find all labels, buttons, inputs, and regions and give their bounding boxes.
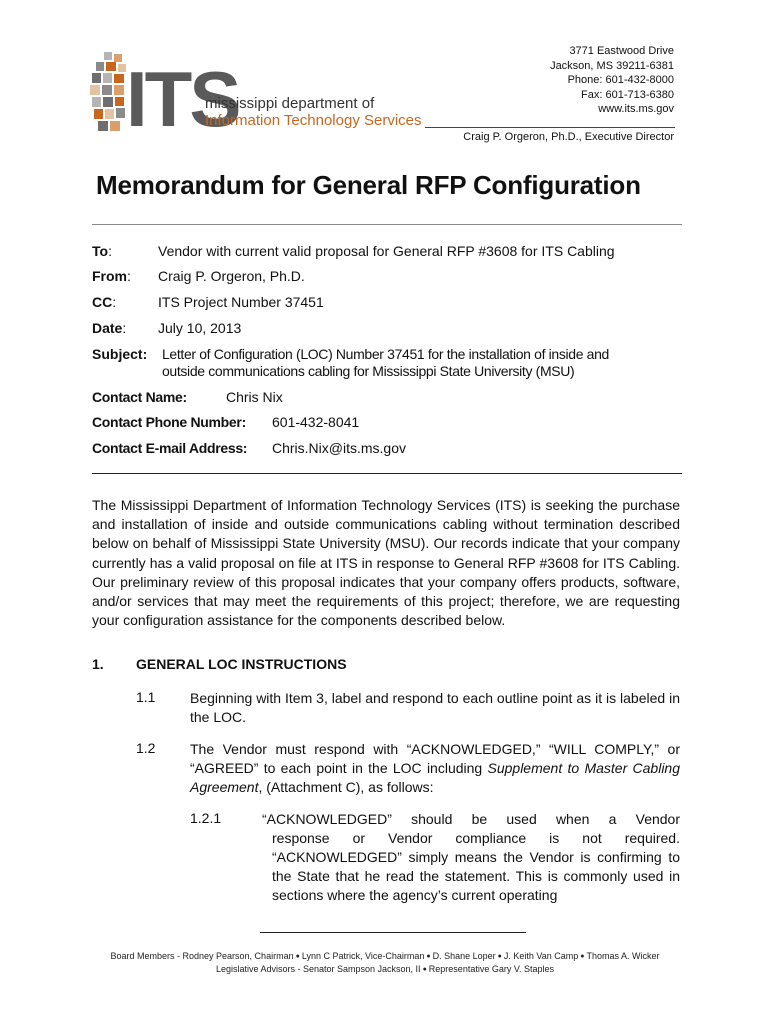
contact-phone-label: Contact Phone Number: [92, 414, 246, 430]
date-value: July 10, 2013 [158, 320, 242, 336]
memo-title: Memorandum for General RFP Configuration [96, 170, 641, 200]
footer-divider [260, 932, 526, 933]
address-block [550, 44, 674, 117]
logo-department-text: mississippi department of [205, 95, 375, 112]
item-1-2-1-first-line: “ACKNOWLEDGED” should be used when a Vendor [262, 811, 680, 827]
item-1-1-text: Beginning with Item 3, label and respond to each outline point as it is labeled in the LOC. [190, 690, 680, 725]
item-1-2-1-number: 1.2.1 [190, 810, 222, 826]
date-label: Date: [92, 320, 127, 336]
contact-email-value: Chris.Nix@its.ms.gov [272, 440, 407, 456]
address-website: www.its.ms.gov [598, 103, 674, 115]
section-1-number: 1. [92, 656, 104, 672]
item-1-2-number: 1.2 [136, 740, 156, 756]
contact-phone-value: 601-432-8041 [272, 414, 360, 430]
item-1-2-1-text: response or Vendor compliance is not required. “ACKNOWLEDGED” simply means the Vendor is confirming to the State that he read the statement. This is commonly used in sections where the agency’s current operating [272, 830, 680, 903]
subject-line-1: Letter of Configuration (LOC) Number 37451 for the installation of inside and [162, 346, 609, 362]
bullet-icon: ● [422, 966, 427, 973]
board-members-line: Board Members - Rodney Pearson, Chairman ● Lynn C Patrick, Vice-Chairman ● D. Shane Loper ● J. Keith Van Camp ● Thomas A. Wicker [110, 951, 660, 961]
cc-value: ITS Project Number 37451 [158, 294, 324, 310]
to-value: Vendor with current valid proposal for General RFP #3608 for ITS Cabling [158, 243, 615, 259]
its-logo-mosaic [90, 52, 130, 136]
bullet-icon: ● [295, 953, 300, 960]
section-1-title: GENERAL LOC INSTRUCTIONS [136, 656, 347, 672]
executive-director: Craig P. Orgeron, Ph.D., Executive Director [463, 131, 674, 143]
intro-paragraph: The Mississippi Department of Information Technology Services (ITS) is seeking the purchase and installation of inside and outside communications cabling without termination described below on behalf of Mississippi State University (MSU). Our records indicate that your company currently has a valid proposal on file at ITS in response to General RFP #3608 for ITS Cabling. Our preliminary review of this proposal indicates that your company offers products, software, and/or services that may meet the requirements of this project; therefore, we are requesting your configuration assistance for the components described below. [92, 497, 680, 629]
contact-name-label: Contact Name: [92, 389, 187, 405]
from-value: Craig P. Orgeron, Ph.D. [158, 268, 305, 284]
master-cabling-agreement-ref: Supplement to Master Cabling Agreement [190, 760, 680, 795]
to-label: To: [92, 243, 112, 259]
title-divider [92, 224, 682, 225]
item-1-2-text: The Vendor must respond with “ACKNOWLEDGED,” “WILL COMPLY,” or “AGREED” to each point in the LOC including Supplement to Master Cabling Agreement, (Attachment C), as follows: [190, 741, 680, 795]
header-divider [425, 127, 675, 128]
address-street: 3771 Eastwood Drive [569, 45, 674, 57]
contact-email-label: Contact E-mail Address: [92, 440, 248, 456]
its-logo-wordmark: ITS [126, 55, 239, 143]
address-city: Jackson, MS 39211-6381 [550, 59, 674, 72]
legislative-advisors-line: Legislative Advisors - Senator Sampson Jackson, II ● Representative Gary V. Staples [215, 964, 555, 974]
subject-line-2: outside communications cabling for Mississippi State University (MSU) [162, 363, 575, 379]
cc-label: CC: [92, 294, 117, 310]
header-fields-divider [92, 473, 682, 474]
subject-label: Subject: [92, 346, 148, 362]
bullet-icon: ● [426, 953, 431, 960]
address-fax: Fax: 601-713-6380 [581, 88, 674, 101]
item-1-1-number: 1.1 [136, 689, 156, 705]
footer [80, 950, 690, 976]
bullet-icon: ● [580, 953, 585, 960]
bullet-icon: ● [497, 953, 502, 960]
contact-name-value: Chris Nix [226, 389, 283, 405]
address-phone: Phone: 601-432-8000 [567, 74, 674, 86]
logo-its-name-text: Information Technology Services [205, 112, 422, 129]
from-label: From: [92, 268, 131, 284]
